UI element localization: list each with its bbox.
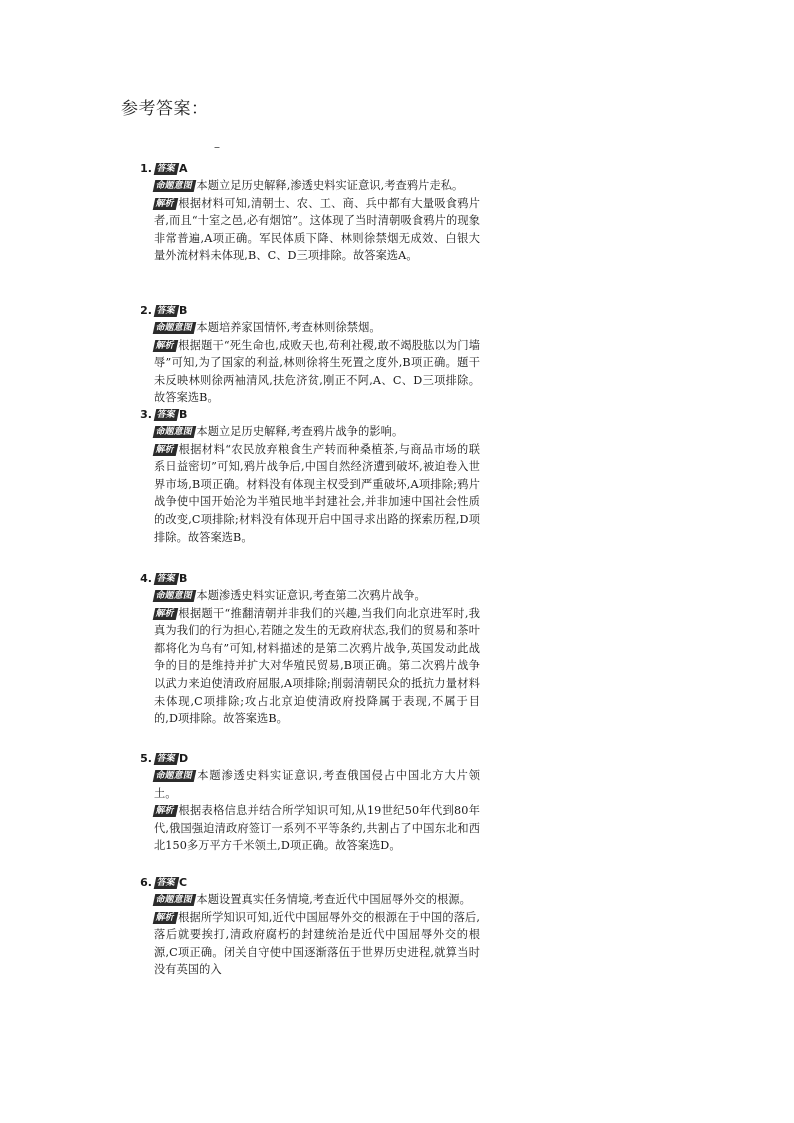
page-heading: 参考答案： xyxy=(121,99,209,119)
intent-block xyxy=(136,767,480,802)
question-5 xyxy=(136,750,480,855)
answer-tag: 答案 xyxy=(154,305,180,317)
intent-text: 本题渗透史料实证意识,考查俄国侵占中国北方大片领土。 xyxy=(154,769,480,800)
answer-line xyxy=(136,160,480,177)
intent-text: 本题培养家国情怀,考查林则徐禁烟。 xyxy=(196,321,381,334)
intent-block xyxy=(136,319,480,337)
dash-mark: – xyxy=(214,140,220,154)
question-4 xyxy=(136,570,480,728)
question-number: 5. xyxy=(140,752,152,765)
question-2 xyxy=(136,302,480,407)
analysis-block xyxy=(136,337,480,407)
analysis-block xyxy=(136,605,480,728)
intent-block xyxy=(136,177,480,195)
answer-value: C xyxy=(179,876,188,889)
analysis-tag: 解析 xyxy=(153,608,179,620)
analysis-text: 根据材料“农民放弃粮食生产转而种桑植茶,与商品市场的联系日益密切”可知,鸦片战争后,中国自然经济遭到破坏,被迫卷入世界市场,B项正确。材料没有体现主权受到严重破坏,A项排除;鸦片战争使中国开始沦为半殖民地半封建社会,并非加速中国社会性质的改变,C项排除;材料没有体现开启中国寻求出路的探索历程,D项排除。故答案选B。 xyxy=(154,442,480,544)
question-1 xyxy=(136,160,480,265)
intent-tag: 命题意图 xyxy=(153,322,197,334)
answer-value: A xyxy=(179,162,188,175)
intent-tag: 命题意图 xyxy=(153,590,197,602)
question-number: 3. xyxy=(140,408,152,421)
answer-line xyxy=(136,406,480,423)
intent-block xyxy=(136,891,480,909)
analysis-block xyxy=(136,195,480,265)
analysis-text: 根据材料可知,清朝士、农、工、商、兵中都有大量吸食鸦片者,而且“十室之邑,必有烟馆”。这体现了当时清朝吸食鸦片的现象非常普遍,A项正确。军民体质下降、林则徐禁烟无成效、白银大量外流材料未体现,B、C、D三项排除。故答案选A。 xyxy=(154,196,480,263)
answer-sheet xyxy=(136,156,480,986)
intent-block xyxy=(136,587,480,605)
intent-tag: 命题意图 xyxy=(153,770,197,782)
analysis-block xyxy=(136,909,480,979)
analysis-text: 根据表格信息并结合所学知识可知,从19世纪50年代到80年代,俄国强迫清政府签订一系列不平等条约,共割占了中国东北和西北150多万平方千米领土,D项正确。故答案选D。 xyxy=(154,804,480,853)
intent-text: 本题立足历史解释,考查鸦片战争的影响。 xyxy=(196,425,404,438)
analysis-text: 根据所学知识可知,近代中国屈辱外交的根源在于中国的落后,落后就要挨打,清政府腐朽的封建统治是近代中国屈辱外交的根源,C项正确。闭关自守使中国逐渐落伍于世界历史进程,就算当时没有英国的入 xyxy=(154,910,480,977)
answer-line xyxy=(136,570,480,587)
answer-value: B xyxy=(179,408,188,421)
question-number: 4. xyxy=(140,572,152,585)
intent-text: 本题渗透史料实证意识,考查第二次鸦片战争。 xyxy=(196,589,426,602)
analysis-tag: 解析 xyxy=(153,805,179,817)
answer-tag: 答案 xyxy=(154,573,180,585)
answer-tag: 答案 xyxy=(154,163,180,175)
answer-tag: 答案 xyxy=(154,877,180,889)
question-6 xyxy=(136,874,480,979)
analysis-tag: 解析 xyxy=(153,444,179,456)
analysis-block xyxy=(136,441,480,547)
intent-tag: 命题意图 xyxy=(153,426,197,438)
intent-text: 本题立足历史解释,渗透史料实证意识,考查鸦片走私。 xyxy=(196,179,464,192)
answer-value: D xyxy=(179,752,189,765)
analysis-tag: 解析 xyxy=(153,198,179,210)
analysis-text: 根据题干“推翻清朝并非我们的兴趣,当我们向北京进军时,我真为我们的行为担心,若随之发生的无政府状态,我们的贸易和茶叶都将化为乌有”可知,材料描述的是第二次鸦片战争,英国发动此战争的目的是维持并扩大对华殖民贸易,B项正确。第二次鸦片战争以武力来迫使清政府屈服,A项排除;削弱清朝民众的抵抗力量材料未体现,C项排除;攻占北京迫使清政府投降属于表现,不属于目的,D项排除。故答案选B。 xyxy=(154,606,480,726)
answer-value: B xyxy=(179,304,188,317)
intent-block xyxy=(136,423,480,441)
intent-tag: 命题意图 xyxy=(153,180,197,192)
answer-line xyxy=(136,750,480,767)
answer-line xyxy=(136,874,480,891)
question-number: 6. xyxy=(140,876,152,889)
answer-line xyxy=(136,302,480,319)
answer-value: B xyxy=(179,572,188,585)
analysis-text: 根据题干“死生命也,成败天也,苟利社稷,敢不竭股肱以为门墙辱”可知,为了国家的利益,林则徐将生死置之度外,B项正确。题干未反映林则徐两袖清风,扶危济贫,刚正不阿,A、C、D三项排除。故答案选B。 xyxy=(154,338,480,405)
answer-tag: 答案 xyxy=(154,753,180,765)
analysis-tag: 解析 xyxy=(153,912,179,924)
question-3 xyxy=(136,406,480,546)
analysis-tag: 解析 xyxy=(153,340,179,352)
analysis-block xyxy=(136,802,480,855)
answer-tag: 答案 xyxy=(154,409,180,421)
question-number: 1. xyxy=(140,162,152,175)
intent-text: 本题设置真实任务情境,考查近代中国屈辱外交的根源。 xyxy=(196,893,471,906)
question-number: 2. xyxy=(140,304,152,317)
intent-tag: 命题意图 xyxy=(153,894,197,906)
